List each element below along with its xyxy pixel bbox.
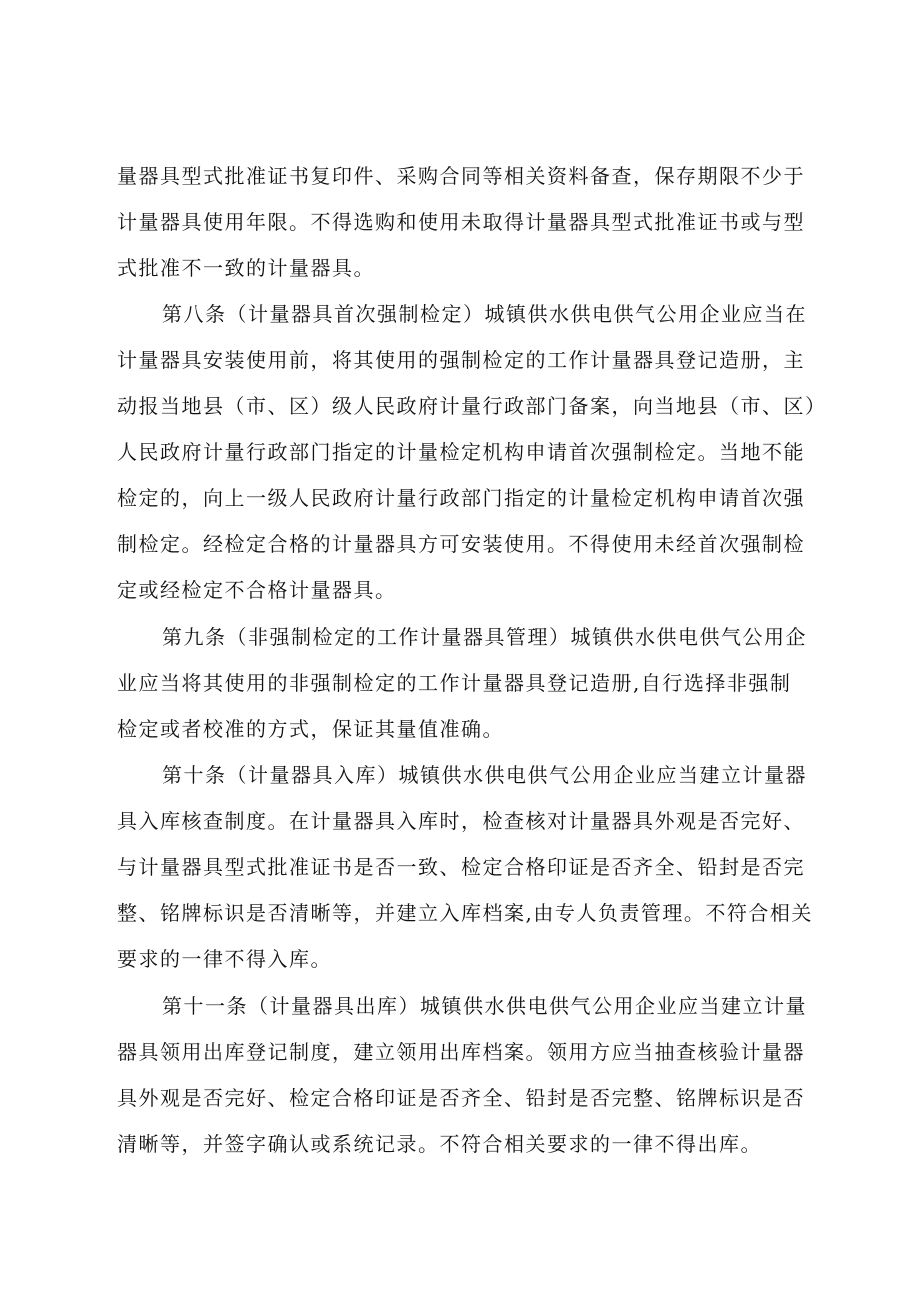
text-line: 整、铭牌标识是否清晰等，并建立入库档案,由专人负责管理。不符合相关: [117, 901, 813, 925]
article-8-paragraph: [117, 291, 827, 613]
text-line: 式批准不一致的计量器具。: [117, 256, 375, 280]
text-line: 器具领用出库登记制度，建立领用出库档案。领用方应当抽查核验计量器: [117, 1040, 805, 1064]
text-line: 第十条（计量器具入库）城镇供水供电供气公用企业应当建立计量器: [162, 763, 807, 787]
text-line: 业应当将其使用的非强制检定的工作计量器具登记造册,自行选择非强制: [117, 671, 792, 695]
paragraph-continuation: [117, 153, 817, 291]
article-10-paragraph: [117, 752, 817, 982]
text-line: 定或经检定不合格计量器具。: [117, 578, 397, 602]
text-line: 第九条（非强制检定的工作计量器具管理）城镇供水供电供气公用企: [162, 625, 807, 649]
text-line: 动报当地县（市、区）级人民政府计量行政部门备案，向当地县（市、区）: [117, 394, 827, 418]
text-line: 检定或者校准的方式，保证其量值准确。: [117, 717, 504, 741]
text-line: 计量器具安装使用前，将其使用的强制检定的工作计量器具登记造册，主: [117, 348, 805, 372]
article-9-paragraph: [117, 614, 817, 752]
text-line: 与计量器具型式批准证书是否一致、检定合格印证是否齐全、铅封是否完: [117, 855, 805, 879]
text-line: 清晰等，并签字确认或系统记录。不符合相关要求的一律不得出库。: [117, 1132, 762, 1156]
text-line: 第十一条（计量器具出库）城镇供水供电供气公用企业应当建立计量: [162, 994, 807, 1018]
text-line: 要求的一律不得入库。: [117, 947, 332, 971]
text-line: 第八条（计量器具首次强制检定）城镇供水供电供气公用企业应当在: [162, 302, 807, 326]
text-line: 检定的，向上一级人民政府计量行政部门指定的计量检定机构申请首次强: [117, 486, 805, 510]
text-line: 具入库核查制度。在计量器具入库时，检查核对计量器具外观是否完好、: [117, 809, 805, 833]
article-11-paragraph: [117, 983, 817, 1167]
text-line: 计量器具使用年限。不得选购和使用未取得计量器具型式批准证书或与型: [117, 210, 805, 234]
text-line: 人民政府计量行政部门指定的计量检定机构申请首次强制检定。当地不能: [117, 440, 805, 464]
text-line: 制检定。经检定合格的计量器具方可安装使用。不得使用未经首次强制检: [117, 532, 805, 556]
text-line: 具外观是否完好、检定合格印证是否齐全、铅封是否完整、铭牌标识是否: [117, 1086, 805, 1110]
text-line: 量器具型式批准证书复印件、采购合同等相关资料备查，保存期限不少于: [117, 164, 805, 188]
